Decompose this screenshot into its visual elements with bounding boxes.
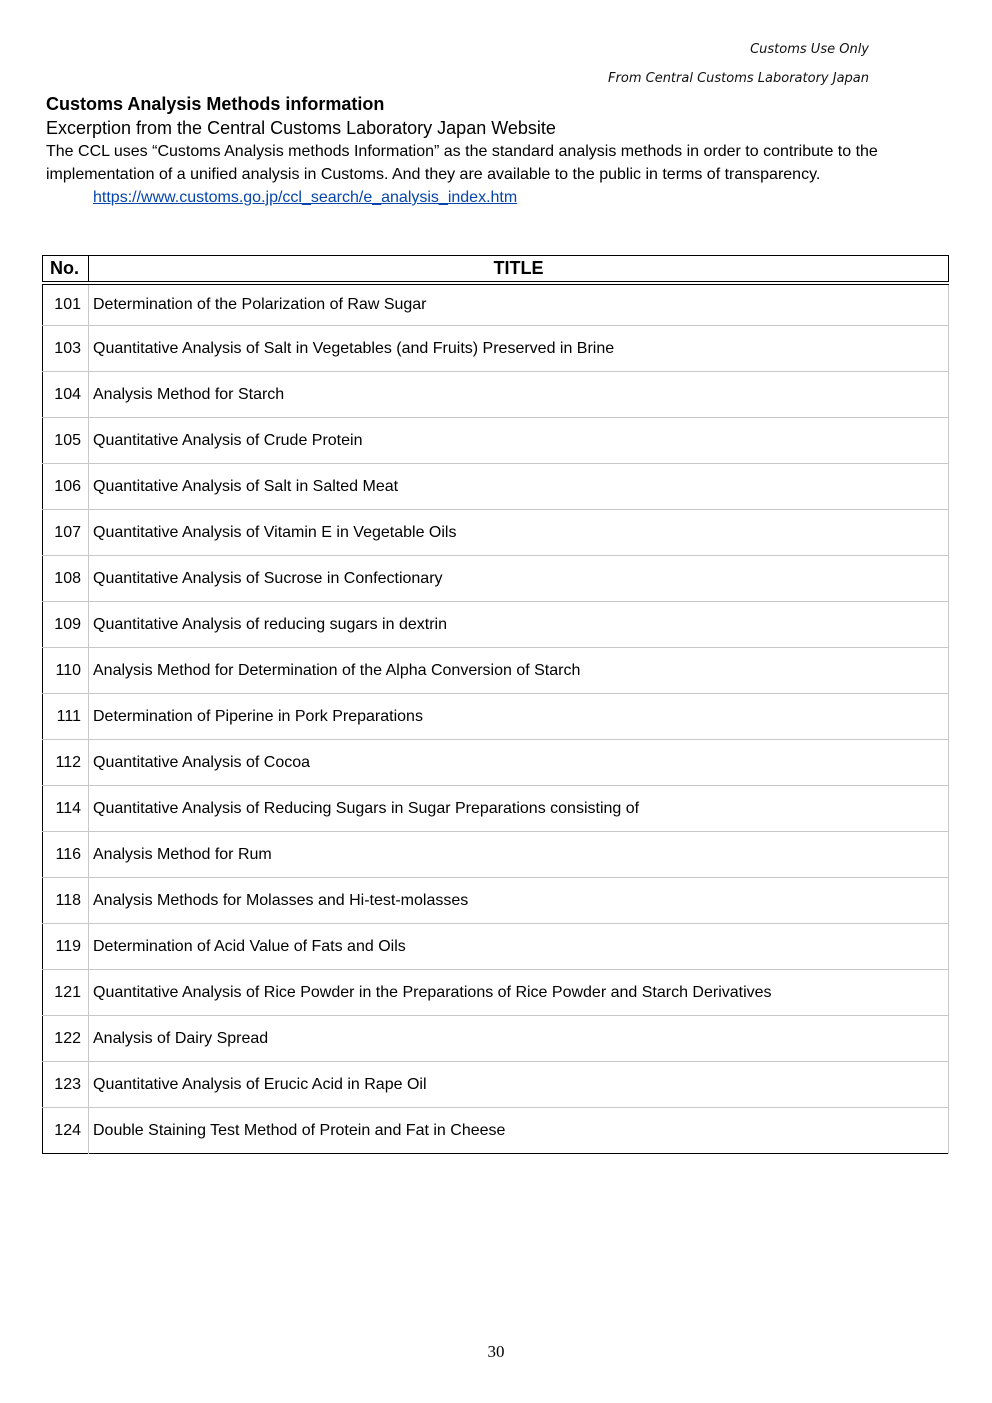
method-title: Quantitative Analysis of Vitamin E in Vegetable Oils bbox=[89, 510, 949, 556]
table-row bbox=[43, 464, 949, 510]
method-title: Determination of the Polarization of Raw Sugar bbox=[89, 283, 949, 326]
method-title: Analysis Method for Starch bbox=[89, 372, 949, 418]
method-title: Determination of Acid Value of Fats and Oils bbox=[89, 924, 949, 970]
analysis-methods-table bbox=[42, 255, 949, 1154]
method-number: 107 bbox=[43, 510, 89, 556]
method-title: Analysis Methods for Molasses and Hi-test-molasses bbox=[89, 878, 949, 924]
table-row bbox=[43, 786, 949, 832]
column-header-title: TITLE bbox=[89, 256, 949, 284]
table-row bbox=[43, 418, 949, 464]
method-number: 103 bbox=[43, 326, 89, 372]
table-row bbox=[43, 372, 949, 418]
table-row bbox=[43, 740, 949, 786]
method-title: Determination of Piperine in Pork Preparations bbox=[89, 694, 949, 740]
website-link[interactable]: https://www.customs.go.jp/ccl_search/e_analysis_index.htm bbox=[93, 189, 518, 206]
method-number: 119 bbox=[43, 924, 89, 970]
table-row bbox=[43, 602, 949, 648]
method-title: Quantitative Analysis of Rice Powder in the Preparations of Rice Powder and Starch Derivatives bbox=[89, 970, 949, 1016]
column-header-no: No. bbox=[43, 256, 89, 284]
table-row bbox=[43, 878, 949, 924]
method-title: Quantitative Analysis of reducing sugars in dextrin bbox=[89, 602, 949, 648]
method-title: Analysis of Dairy Spread bbox=[89, 1016, 949, 1062]
method-number: 124 bbox=[43, 1108, 89, 1154]
table-row bbox=[43, 648, 949, 694]
method-number: 108 bbox=[43, 556, 89, 602]
document-description: The CCL uses “Customs Analysis methods Information” as the standard analysis methods in order to contribute to the implementation of a unified analysis in Customs. And they are available to the public in terms of transparency. bbox=[46, 143, 878, 183]
table-row bbox=[43, 832, 949, 878]
table-row bbox=[43, 1016, 949, 1062]
method-title: Analysis Method for Determination of the Alpha Conversion of Starch bbox=[89, 648, 949, 694]
customs-use-only-note: Customs Use Only bbox=[750, 42, 869, 57]
method-number: 121 bbox=[43, 970, 89, 1016]
method-number: 105 bbox=[43, 418, 89, 464]
method-number: 114 bbox=[43, 786, 89, 832]
method-title: Double Staining Test Method of Protein and Fat in Cheese bbox=[89, 1108, 949, 1154]
table-row bbox=[43, 326, 949, 372]
method-number: 122 bbox=[43, 1016, 89, 1062]
method-number: 110 bbox=[43, 648, 89, 694]
method-title: Quantitative Analysis of Cocoa bbox=[89, 740, 949, 786]
table-row bbox=[43, 694, 949, 740]
method-title: Quantitative Analysis of Reducing Sugars in Sugar Preparations consisting of bbox=[89, 786, 949, 832]
page-number: 30 bbox=[487, 1342, 505, 1361]
method-title: Quantitative Analysis of Sucrose in Confectionary bbox=[89, 556, 949, 602]
method-number: 101 bbox=[43, 283, 89, 326]
table-row bbox=[43, 283, 949, 326]
table-body bbox=[43, 283, 949, 1154]
source-note: From Central Customs Laboratory Japan bbox=[608, 71, 869, 86]
table-header-row bbox=[43, 256, 949, 284]
method-title: Quantitative Analysis of Crude Protein bbox=[89, 418, 949, 464]
method-number: 111 bbox=[43, 694, 89, 740]
method-title: Quantitative Analysis of Erucic Acid in Rape Oil bbox=[89, 1062, 949, 1108]
table-row bbox=[43, 510, 949, 556]
method-number: 123 bbox=[43, 1062, 89, 1108]
table-row bbox=[43, 1108, 949, 1154]
method-title: Quantitative Analysis of Salt in Vegetables (and Fruits) Preserved in Brine bbox=[89, 326, 949, 372]
method-number: 106 bbox=[43, 464, 89, 510]
table-row bbox=[43, 1062, 949, 1108]
method-number: 118 bbox=[43, 878, 89, 924]
table-row bbox=[43, 924, 949, 970]
document-title: Customs Analysis Methods information bbox=[46, 94, 385, 114]
intro-section bbox=[46, 93, 946, 209]
table-row bbox=[43, 970, 949, 1016]
method-number: 104 bbox=[43, 372, 89, 418]
method-title: Analysis Method for Rum bbox=[89, 832, 949, 878]
method-number: 109 bbox=[43, 602, 89, 648]
method-number: 116 bbox=[43, 832, 89, 878]
method-number: 112 bbox=[43, 740, 89, 786]
method-title: Quantitative Analysis of Salt in Salted Meat bbox=[89, 464, 949, 510]
table-row bbox=[43, 556, 949, 602]
document-subtitle: Excerption from the Central Customs Laboratory Japan Website bbox=[46, 118, 556, 138]
